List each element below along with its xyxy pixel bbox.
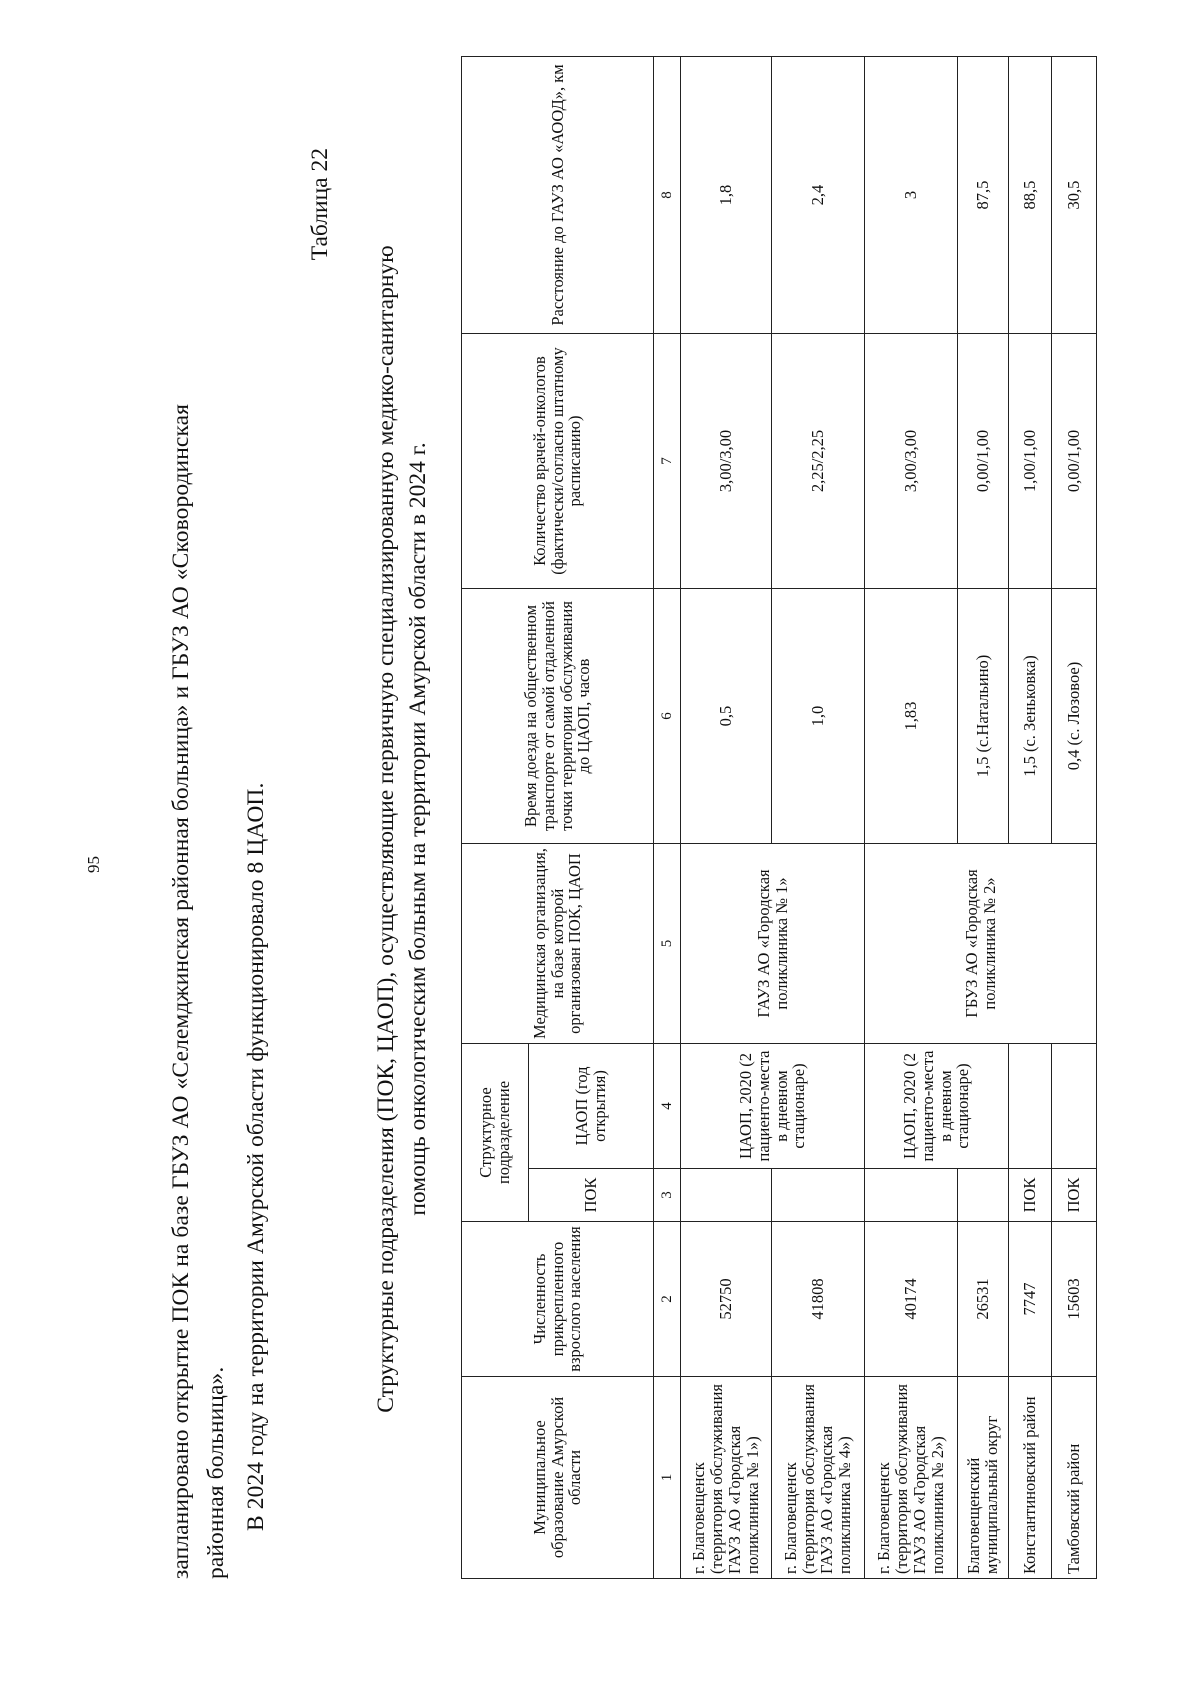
col-number: 5 bbox=[654, 844, 681, 1044]
cell-oncologists: 1,00/1,00 bbox=[1009, 334, 1052, 589]
table-title-line-1: Структурные подразделения (ПОК, ЦАОП), осуществляющие первичную специализированную медико-санитарную bbox=[373, 245, 399, 1413]
cell-travel-time: 1,5 (с. Зеньковка) bbox=[1009, 589, 1052, 844]
table-title-line-2: помощь онкологическим больным на территории Амурской области в 2024 г. bbox=[405, 442, 431, 1216]
cell-oncologists: 2,25/2,25 bbox=[772, 334, 865, 589]
cell-municipality: Константиновский район bbox=[1009, 1377, 1052, 1579]
cell-pok: ПОК bbox=[1052, 1169, 1097, 1222]
column-number-row bbox=[654, 57, 681, 1579]
cell-pok bbox=[958, 1169, 1009, 1222]
cell-caop: ЦАОП, 2020 (2 пациенто-места в дневном стационаре) bbox=[865, 1044, 1009, 1169]
cell-oncologists: 0,00/1,00 bbox=[1052, 334, 1097, 589]
paragraph-line-3: В 2024 году на территории Амурской области функционировало 8 ЦАОП. bbox=[243, 782, 269, 1531]
page-number: 95 bbox=[84, 856, 103, 873]
cell-oncologists: 0,00/1,00 bbox=[958, 334, 1009, 589]
table-number: Таблица 22 bbox=[307, 148, 333, 261]
header-medical-org: Медицинская организация, на базе которой организован ПОК, ЦАОП bbox=[462, 844, 654, 1044]
cell-population: 52750 bbox=[681, 1222, 772, 1377]
header-travel-time: Время доезда на общественном транспорте от самой отдаленной точки территории обслуживания до ЦАОП, часов bbox=[462, 589, 654, 844]
col-number: 8 bbox=[654, 57, 681, 334]
cell-municipality: Благовещенский муниципальный округ bbox=[958, 1377, 1009, 1579]
cell-travel-time: 0,5 bbox=[681, 589, 772, 844]
cell-distance: 3 bbox=[865, 57, 958, 334]
col-number: 4 bbox=[654, 1044, 681, 1169]
cell-municipality: г. Благовещенск (территория обслуживания ГАУЗ АО «Городская поликлиника № 1») bbox=[681, 1377, 772, 1579]
cell-distance: 1,8 bbox=[681, 57, 772, 334]
header-structural-unit: Структурное подразделение bbox=[462, 1044, 529, 1222]
header-row bbox=[462, 57, 529, 1579]
cell-oncologists: 3,00/3,00 bbox=[681, 334, 772, 589]
cell-travel-time: 1,0 bbox=[772, 589, 865, 844]
cell-population: 15603 bbox=[1052, 1222, 1097, 1377]
col-number: 2 bbox=[654, 1222, 681, 1377]
cell-distance: 88,5 bbox=[1009, 57, 1052, 334]
cell-travel-time: 0,4 (с. Лозовое) bbox=[1052, 589, 1097, 844]
table-row bbox=[958, 57, 1009, 1579]
table-row bbox=[1009, 57, 1052, 1579]
header-oncologists: Количество врачей-онкологов (фактически/согласно штатному расписанию) bbox=[462, 334, 654, 589]
cell-distance: 30,5 bbox=[1052, 57, 1097, 334]
cell-caop: ЦАОП, 2020 (2 пациенто-места в дневном стационаре) bbox=[681, 1044, 865, 1169]
cell-pok bbox=[681, 1169, 772, 1222]
cell-distance: 87,5 bbox=[958, 57, 1009, 334]
cell-distance: 2,4 bbox=[772, 57, 865, 334]
header-caop: ЦАОП (год открытия) bbox=[529, 1044, 654, 1169]
cell-municipality: Тамбовский район bbox=[1052, 1377, 1097, 1579]
cell-population: 7747 bbox=[1009, 1222, 1052, 1377]
header-population: Численность прикрепленного взрослого населения bbox=[462, 1222, 654, 1377]
col-number: 6 bbox=[654, 589, 681, 844]
cell-population: 40174 bbox=[865, 1222, 958, 1377]
cell-oncologists: 3,00/3,00 bbox=[865, 334, 958, 589]
cell-caop bbox=[1052, 1044, 1097, 1169]
cell-caop bbox=[1009, 1044, 1052, 1169]
cell-population: 41808 bbox=[772, 1222, 865, 1377]
table-row bbox=[1052, 57, 1097, 1579]
oncology-units-table bbox=[461, 56, 1097, 1579]
cell-travel-time: 1,5 (с.Натальино) bbox=[958, 589, 1009, 844]
table-row bbox=[681, 57, 772, 1579]
cell-municipality: г. Благовещенск (территория обслуживания ГАУЗ АО «Городская поликлиника № 4») bbox=[772, 1377, 865, 1579]
col-number: 1 bbox=[654, 1377, 681, 1579]
cell-pok bbox=[772, 1169, 865, 1222]
paragraph-line-1: запланировано открытие ПОК на базе ГБУЗ АО «Селемджинская районная больница» и ГБУЗ АО «Сковородинская bbox=[168, 403, 194, 1579]
paragraph-line-2: районная больница». bbox=[203, 1366, 229, 1579]
cell-population: 26531 bbox=[958, 1222, 1009, 1377]
header-municipality: Муниципальное образование Амурской области bbox=[462, 1377, 654, 1579]
cell-travel-time: 1,83 bbox=[865, 589, 958, 844]
header-distance: Расстояние до ГАУЗ АО «АООД», км bbox=[462, 57, 654, 334]
cell-pok bbox=[865, 1169, 958, 1222]
cell-medical-org: ГАУЗ АО «Городская поликлиника № 1» bbox=[681, 844, 865, 1044]
cell-pok: ПОК bbox=[1009, 1169, 1052, 1222]
col-number: 3 bbox=[654, 1169, 681, 1222]
table-row bbox=[772, 57, 865, 1579]
col-number: 7 bbox=[654, 334, 681, 589]
header-pok: ПОК bbox=[529, 1169, 654, 1222]
cell-medical-org: ГБУЗ АО «Городская поликлиника № 2» bbox=[865, 844, 1097, 1044]
cell-municipality: г. Благовещенск (территория обслуживания ГАУЗ АО «Городская поликлиника № 2») bbox=[865, 1377, 958, 1579]
table-row bbox=[865, 57, 958, 1579]
